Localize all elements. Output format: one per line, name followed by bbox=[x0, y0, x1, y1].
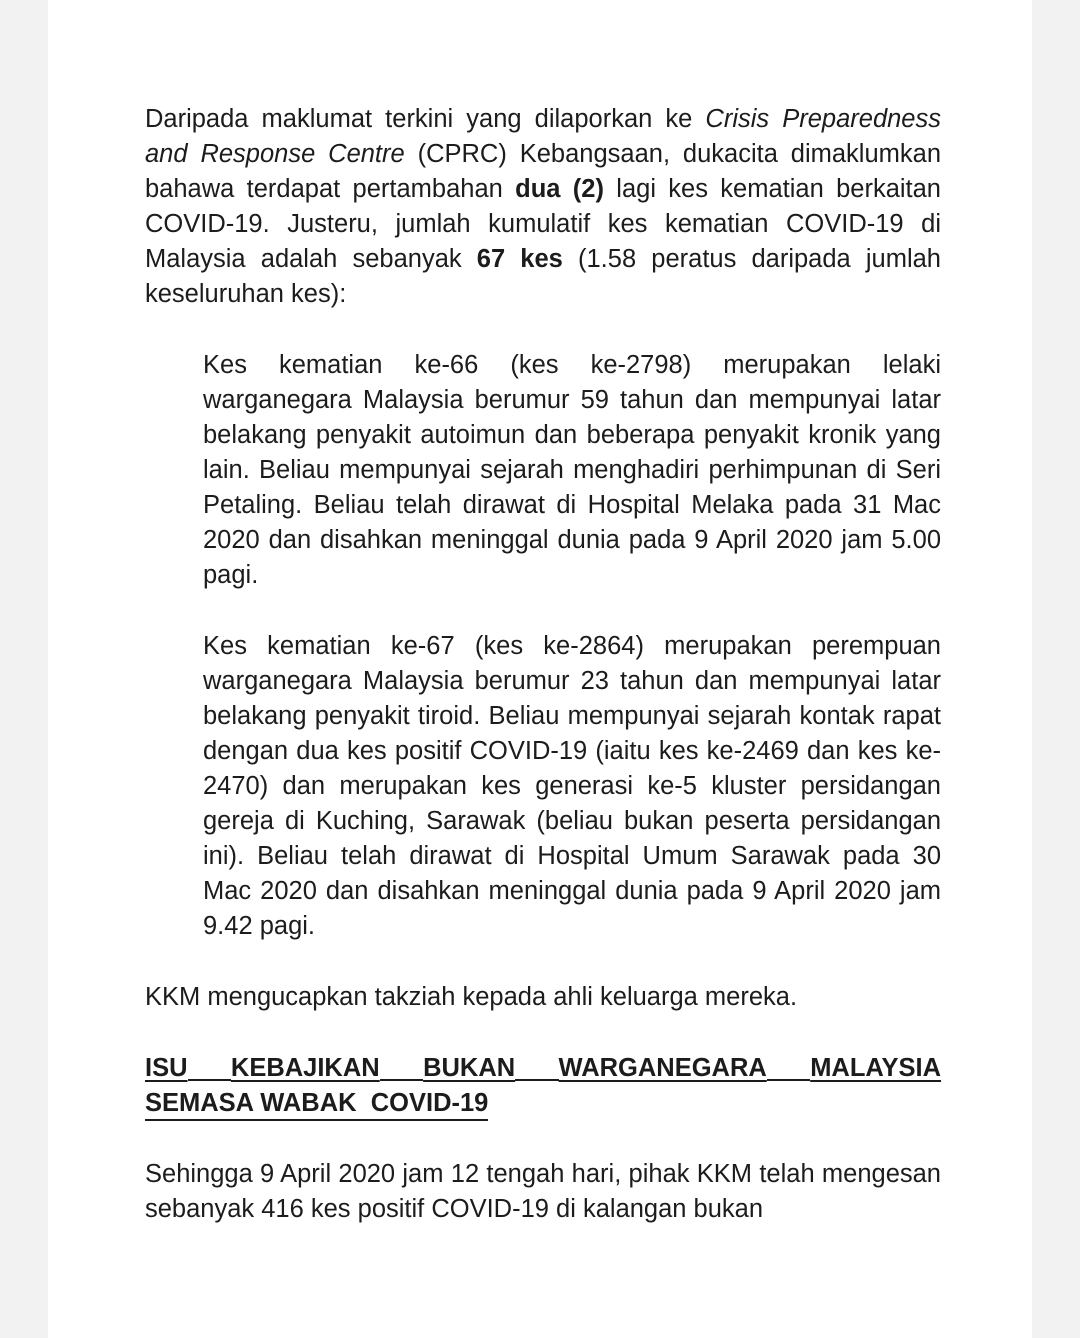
section-heading-line-1 bbox=[145, 1051, 941, 1086]
heading-word-3: BUKAN bbox=[423, 1054, 516, 1082]
intro-text-1: Daripada maklumat terkini yang dilaporkan ke bbox=[145, 105, 706, 133]
section-heading bbox=[145, 1051, 941, 1121]
heading-word-4: WARGANEGARA bbox=[558, 1054, 767, 1082]
condolence-paragraph: KKM mengucapkan takziah kepada ahli keluarga mereka. bbox=[145, 983, 798, 1011]
intro-text-2: (CPRC) Kebangsaan, dukacita dimaklumkan bahawa terdapat pertambahan bbox=[145, 140, 942, 203]
intro-bold-total: 67 kes bbox=[476, 245, 563, 273]
heading-gap bbox=[767, 1051, 810, 1081]
heading-gap bbox=[380, 1051, 423, 1081]
document-page bbox=[48, 0, 1032, 1338]
document-content bbox=[145, 102, 941, 1227]
intro-paragraph bbox=[145, 102, 941, 312]
intro-italic-cprc: Crisis Preparedness and Response Centre bbox=[145, 105, 941, 168]
heading-gap bbox=[188, 1051, 231, 1081]
heading-gap bbox=[515, 1051, 558, 1081]
heading-word-5: MALAYSIA bbox=[810, 1054, 942, 1082]
intro-text-4: (1.58 peratus daripada jumlah keseluruhan kes): bbox=[145, 245, 941, 308]
intro-bold-count: dua (2) bbox=[515, 175, 604, 203]
final-paragraph: Sehingga 9 April 2020 jam 12 tengah hari, pihak KKM telah mengesan sebanyak 416 kes positif COVID-19 di kalangan bukan bbox=[145, 1160, 941, 1223]
case-67-paragraph: Kes kematian ke-67 (kes ke-2864) merupakan perempuan warganegara Malaysia berumur 23 tahun dan mempunyai latar belakang penyakit tiroid. Beliau mempunyai sejarah kontak rapat dengan dua kes positif COVID-19 (iaitu kes ke-2469 dan kes ke-2470) dan merupakan kes generasi ke-5 kluster persidangan gereja di Kuching, Sarawak (beliau bukan peserta persidangan ini). Beliau telah dirawat di Hospital Umum Sarawak pada 30 Mac 2020 dan disahkan meninggal dunia pada 9 April 2020 jam 9.42 pagi. bbox=[203, 632, 941, 940]
intro-text-3: lagi kes kematian berkaitan COVID-19. Justeru, jumlah kumulatif kes kematian COVID-19 di Malaysia adalah sebanyak bbox=[145, 175, 941, 273]
section-heading-line-2: SEMASA WABAK COVID-19 bbox=[145, 1088, 488, 1121]
heading-word-1: ISU bbox=[145, 1054, 188, 1082]
heading-word-2: KEBAJIKAN bbox=[230, 1054, 380, 1082]
case-66-paragraph: Kes kematian ke-66 (kes ke-2798) merupakan lelaki warganegara Malaysia berumur 59 tahun dan mempunyai latar belakang penyakit autoimun dan beberapa penyakit kronik yang lain. Beliau mempunyai sejarah menghadiri perhimpunan di Seri Petaling. Beliau telah dirawat di Hospital Melaka pada 31 Mac 2020 dan disahkan meninggal dunia pada 9 April 2020 jam 5.00 pagi. bbox=[203, 351, 941, 589]
